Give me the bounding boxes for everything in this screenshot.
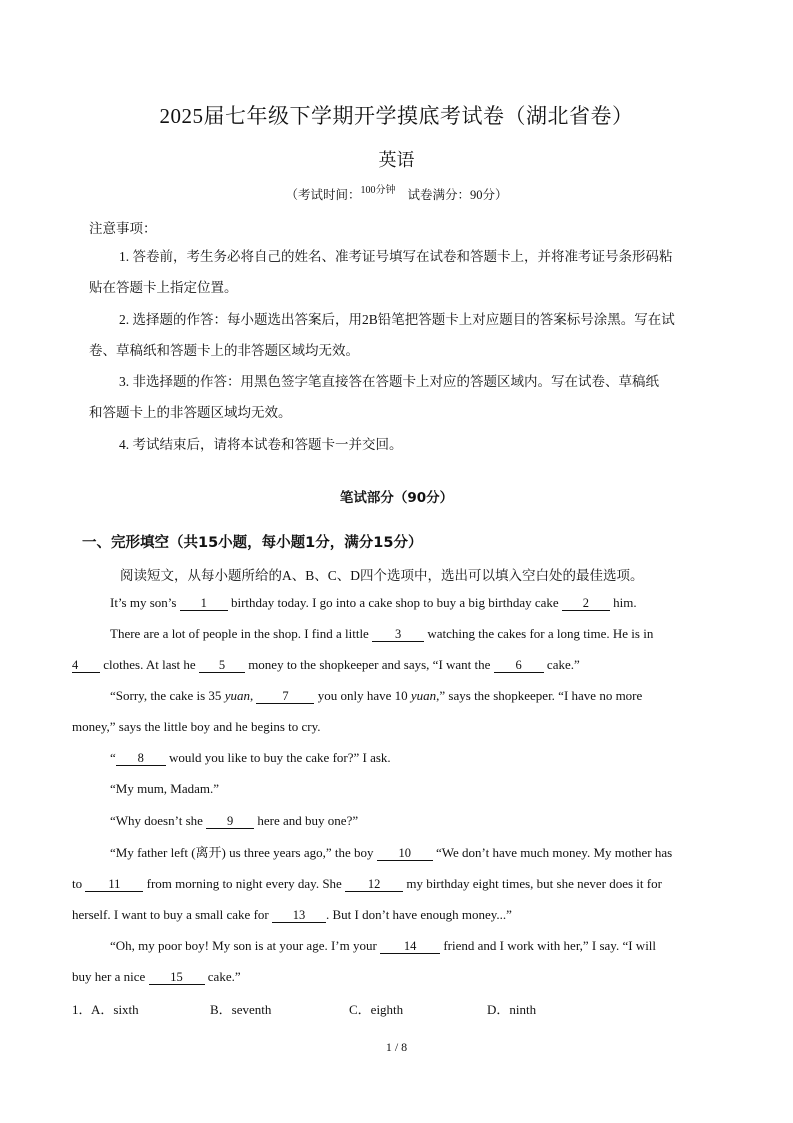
passage-text: would you like to buy the cake for?” I ask.: [169, 750, 391, 765]
subject-title: 英语: [378, 150, 415, 170]
exam-title: 2025届七年级下学期开学摸底考试卷（湖北省卷）: [159, 104, 634, 128]
passage-text: There are a lot of people in the shop. I find a little: [110, 626, 369, 641]
notice-heading: 注意事项：: [89, 221, 157, 236]
passage-line-2: [110, 625, 722, 643]
passage-text: “Oh, my poor boy! My son is at your age. I’m your: [110, 938, 377, 953]
yuan-italic: yuan: [410, 688, 437, 703]
option-a[interactable]: A．sixth: [91, 1002, 139, 1017]
notice-item-1-line-1: 1. 答卷前，考生务必将自己的姓名、准考证号填写在试卷和答题卡上，并将准考证号条形码粘: [119, 249, 673, 264]
notice-item-3-line-2: 和答题卡上的非答题区域均无效。: [89, 405, 292, 420]
blank-6: 6: [494, 658, 544, 673]
passage-text: my birthday eight times, but she never does it for: [406, 876, 662, 891]
passage-line-11: [72, 906, 722, 924]
passage-line-8: [110, 812, 760, 830]
passage-text: from morning to night every day. She: [146, 876, 342, 891]
passage-text: “Why doesn’t she: [110, 813, 203, 828]
passage-text: “My father left (离开) us three years ago,” the boy: [110, 845, 374, 860]
passage-line-13: [72, 968, 722, 986]
passage-line-10: [72, 875, 722, 893]
notice-item-2-line-2: 卷、草稿纸和答题卡上的非答题区域均无效。: [89, 343, 359, 358]
passage-line-9: [110, 844, 722, 862]
passage-text: It’s my son’s: [110, 595, 177, 610]
passage-text: friend and I work with her,” I say. “I will: [443, 938, 657, 953]
passage-text: cake.”: [207, 969, 241, 984]
passage-text: . But I don’t have enough money...”: [325, 907, 512, 922]
part1-instruction: 阅读短文，从每小题所给的A、B、C、D四个选项中，选出可以填入空白处的最佳选项。: [120, 568, 644, 583]
passage-text: here and buy one?”: [257, 813, 359, 828]
passage-text: ,: [249, 688, 254, 703]
meta-time: 100分钟: [360, 185, 396, 196]
passage-line-4: [110, 687, 722, 705]
blank-4: 4: [72, 658, 100, 673]
option-c[interactable]: C．eighth: [349, 1002, 404, 1017]
blank-8: 8: [116, 751, 166, 766]
blank-2: 2: [562, 596, 610, 611]
blank-14: 14: [380, 939, 440, 954]
option-b[interactable]: B．seventh: [210, 1002, 272, 1017]
notice-item-1-line-2: 贴在答题卡上指定位置。: [89, 280, 238, 295]
passage-text: to: [72, 876, 83, 891]
blank-3: 3: [372, 627, 424, 642]
notice-item-4: 4. 考试结束后，请将本试卷和答题卡一并交回。: [119, 437, 403, 452]
yuan-italic: yuan: [224, 688, 250, 703]
passage-text: herself. I want to buy a small cake for: [72, 907, 269, 922]
question-1-number: 1．: [72, 1002, 92, 1017]
blank-15: 15: [149, 970, 205, 985]
passage-line-12: [110, 937, 722, 955]
passage-text: ,” says the shopkeeper. “I have no more: [436, 688, 643, 703]
exam-meta: [0, 185, 793, 203]
page-number: 1 / 8: [385, 1040, 408, 1054]
passage-text: cake.”: [546, 657, 580, 672]
meta-score: 试卷满分：90分）: [407, 188, 508, 202]
passage-line-3: [72, 656, 722, 674]
notice-item-3-line-1: 3. 非选择题的作答：用黑色签字笔直接答在答题卡上对应的答题区域内。写在试卷、草稿纸: [119, 374, 659, 389]
passage-text: watching the cakes for a long time. He is in: [427, 626, 654, 641]
passage-line-1: [110, 594, 688, 612]
passage-text: buy her a nice: [72, 969, 146, 984]
passage-text: “Sorry, the cake is 35: [110, 688, 222, 703]
passage-line-7: “My mum, Madam.”: [110, 781, 220, 796]
blank-5: 5: [199, 658, 245, 673]
option-d[interactable]: D．ninth: [487, 1002, 537, 1017]
blank-10: 10: [377, 846, 433, 861]
blank-7: 7: [256, 689, 314, 704]
blank-13: 13: [272, 908, 326, 923]
blank-1: 1: [180, 596, 228, 611]
meta-prefix: （考试时间：: [285, 188, 361, 202]
passage-text: “: [110, 750, 116, 765]
passage-text: clothes. At last he: [103, 657, 196, 672]
notice-item-2-line-1: 2. 选择题的作答：每小题选出答案后，用2B铅笔把答题卡上对应题目的答案标号涂黑。写在试: [119, 312, 675, 327]
part1-heading: 一、完形填空（共15小题，每小题1分，满分15分）: [82, 535, 423, 551]
passage-text: you only have 10: [317, 688, 408, 703]
passage-text: money to the shopkeeper and says, “I want the: [248, 657, 491, 672]
blank-12: 12: [345, 877, 403, 892]
passage-text: birthday today. I go into a cake shop to buy a big birthday cake: [230, 595, 559, 610]
passage-line-6: [110, 749, 760, 767]
passage-text: “We don’t have much money. My mother has: [436, 845, 673, 860]
blank-9: 9: [206, 814, 254, 829]
section-heading: 笔试部分（90分）: [339, 490, 454, 506]
passage-line-5: money,” says the little boy and he begins to cry.: [72, 719, 321, 734]
blank-11: 11: [85, 877, 143, 892]
passage-text: him.: [613, 595, 637, 610]
